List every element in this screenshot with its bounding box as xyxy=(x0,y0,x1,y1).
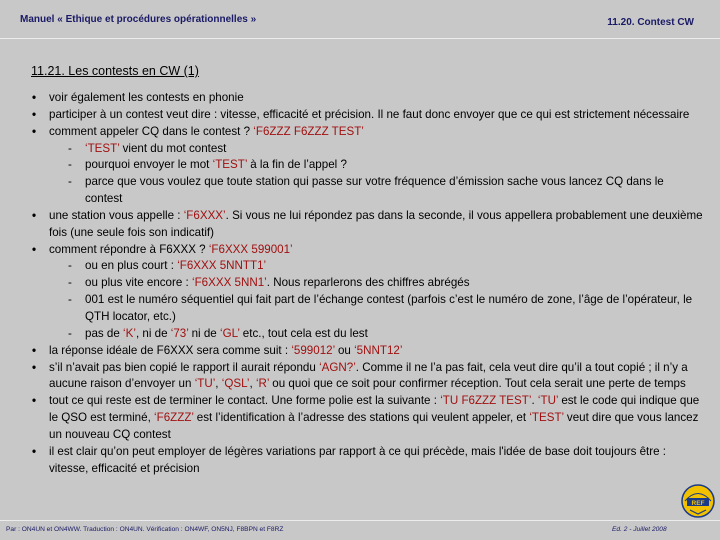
header-divider xyxy=(0,38,720,39)
bullet-marker: • xyxy=(32,394,37,408)
ref-logo xyxy=(681,484,715,518)
dash-marker: - xyxy=(68,175,72,189)
list-item: • comment appeler CQ dans le contest ? ‘F6ZZZ F6ZZZ TEST’ xyxy=(32,124,704,141)
list-item: • la réponse idéale de F6XXX sera comme suit : ‘599012’ ou ‘5NNT12’ xyxy=(32,343,704,360)
quoted-message: ‘TEST’ xyxy=(529,411,564,425)
sub-list-item: - pas de ‘K’, ni de ‘73’ ni de ‘GL’ etc., tout cela est du lest xyxy=(32,326,704,343)
quoted-message: ‘TEST’ xyxy=(85,141,120,155)
quoted-message: ‘TU’ xyxy=(194,377,216,391)
dash-marker: - xyxy=(68,141,72,155)
sub-list-item: - ou plus vite encore : ‘F6XXX 5NN1’. Nous reparlerons des chiffres abrégés xyxy=(32,275,704,292)
quoted-message: ‘TU’ xyxy=(537,394,559,408)
dash-marker: - xyxy=(68,259,72,273)
list-item: • participer à un contest veut dire : vitesse, efficacité et précision. Il ne faut donc envoyer que ce qui est strictement nécessaire xyxy=(32,107,704,124)
quoted-message: ‘73’ xyxy=(170,326,189,340)
sub-list-item: - ou en plus court : ‘F6XXX 5NNTT1’ xyxy=(32,258,704,275)
quoted-message: ‘599012’ xyxy=(291,343,335,357)
quoted-message: ‘AGN?’ xyxy=(319,360,356,374)
logo-text: REF xyxy=(691,499,705,507)
quoted-message: ‘F6XXX 5NN1’ xyxy=(192,276,267,290)
quoted-message: ‘QSL’ xyxy=(221,377,250,391)
list-item: • s’il n’avait pas bien copié le rapport il aurait répondu ‘AGN?’. Comme il ne l’a pas fait, cela veut dire qu’il a tout copié ; il n’y a aucune raison d’envoyer un ‘TU’, ‘QSL’, ‘R’ ou quoi que ce soit pour confirmer réception. Tout cela serait une perte de temps xyxy=(32,360,688,391)
footer-edition: Ed. 2 - Juillet 2008 xyxy=(612,526,667,533)
quoted-message: ‘K’ xyxy=(123,326,136,340)
bullet-marker: • xyxy=(32,208,37,222)
bullet-marker: • xyxy=(32,343,37,357)
sub-list-item: - ‘TEST’ vient du mot contest xyxy=(32,141,704,158)
bullet-marker: • xyxy=(32,124,37,138)
bullet-marker: • xyxy=(32,360,37,374)
chapter-reference: 11.20. Contest CW xyxy=(607,17,694,28)
quoted-message: ‘F6ZZZ F6ZZZ TEST’ xyxy=(253,124,364,138)
footer-divider xyxy=(0,520,720,521)
bullet-list xyxy=(32,90,704,477)
list-item: • il est clair qu’on peut employer de légères variations par rapport à ce qui précède, mais l'idée de base doit toujours être : vitesse, efficacité et précision xyxy=(32,444,667,475)
list-item: • voir également les contests en phonie xyxy=(32,90,704,107)
dash-marker: - xyxy=(68,293,72,307)
bullet-marker: • xyxy=(32,91,37,104)
content-body xyxy=(32,90,704,477)
list-item: • tout ce qui reste est de terminer le contact. Une forme polie est la suivante : ‘TU F6ZZZ TEST’. ‘TU’ est le code qui indique que le QSO est terminé, ‘F6ZZZ’ est l’identification à l’adresse des stations qui veulent appeler, et ‘TEST’ veut dire que vous lancez un nouveau CQ contest xyxy=(32,394,700,441)
dash-marker: - xyxy=(68,158,72,172)
list-item: • une station vous appelle : ‘F6XXX’. Si vous ne lui répondez pas dans la seconde, il vous appellera probablement une deuxième fois (une seule fois son indicatif) xyxy=(32,208,703,239)
quoted-message: ‘TEST’ xyxy=(212,158,247,172)
footer-credits: Par : ON4UN et ON4WW. Traduction : ON4UN. Vérification : ON4WF, ON5NJ, F8BPN et F8RZ xyxy=(6,526,284,533)
quoted-message: ‘GL’ xyxy=(220,326,240,340)
quoted-message: ‘TU F6ZZZ TEST’ xyxy=(440,394,532,408)
bullet-marker: • xyxy=(32,444,37,458)
bullet-marker: • xyxy=(32,107,37,121)
section-title: 11.21. Les contests en CW (1) xyxy=(31,64,199,78)
sub-list-item: - parce que vous voulez que toute station qui passe sur votre fréquence d’émission sache vous lancez CQ dans le contest xyxy=(68,175,664,206)
dash-marker: - xyxy=(68,326,72,340)
list-item: • comment répondre à F6XXX ? ‘F6XXX 599001’ xyxy=(32,242,704,259)
sub-list-item: - pourquoi envoyer le mot ‘TEST’ à la fin de l’appel ? xyxy=(32,157,704,174)
bullet-marker: • xyxy=(32,242,37,256)
document-title: Manuel « Ethique et procédures opérationnelles » xyxy=(20,14,257,25)
quoted-message: ‘F6ZZZ’ xyxy=(154,411,194,425)
quoted-message: ‘F6XXX 5NNTT1’ xyxy=(177,259,267,273)
sub-list-item: - 001 est le numéro séquentiel qui fait part de l’échange contest (parfois c’est le numéro de zone, l’âge de l’opérateur, le QTH locator, etc.) xyxy=(68,293,693,323)
quoted-message: ‘R’ xyxy=(255,377,270,391)
quoted-message: ‘F6XXX 599001’ xyxy=(208,242,293,256)
dash-marker: - xyxy=(68,276,72,290)
quoted-message: ‘5NNT12’ xyxy=(354,343,403,357)
quoted-message: ‘F6XXX’ xyxy=(183,208,226,222)
